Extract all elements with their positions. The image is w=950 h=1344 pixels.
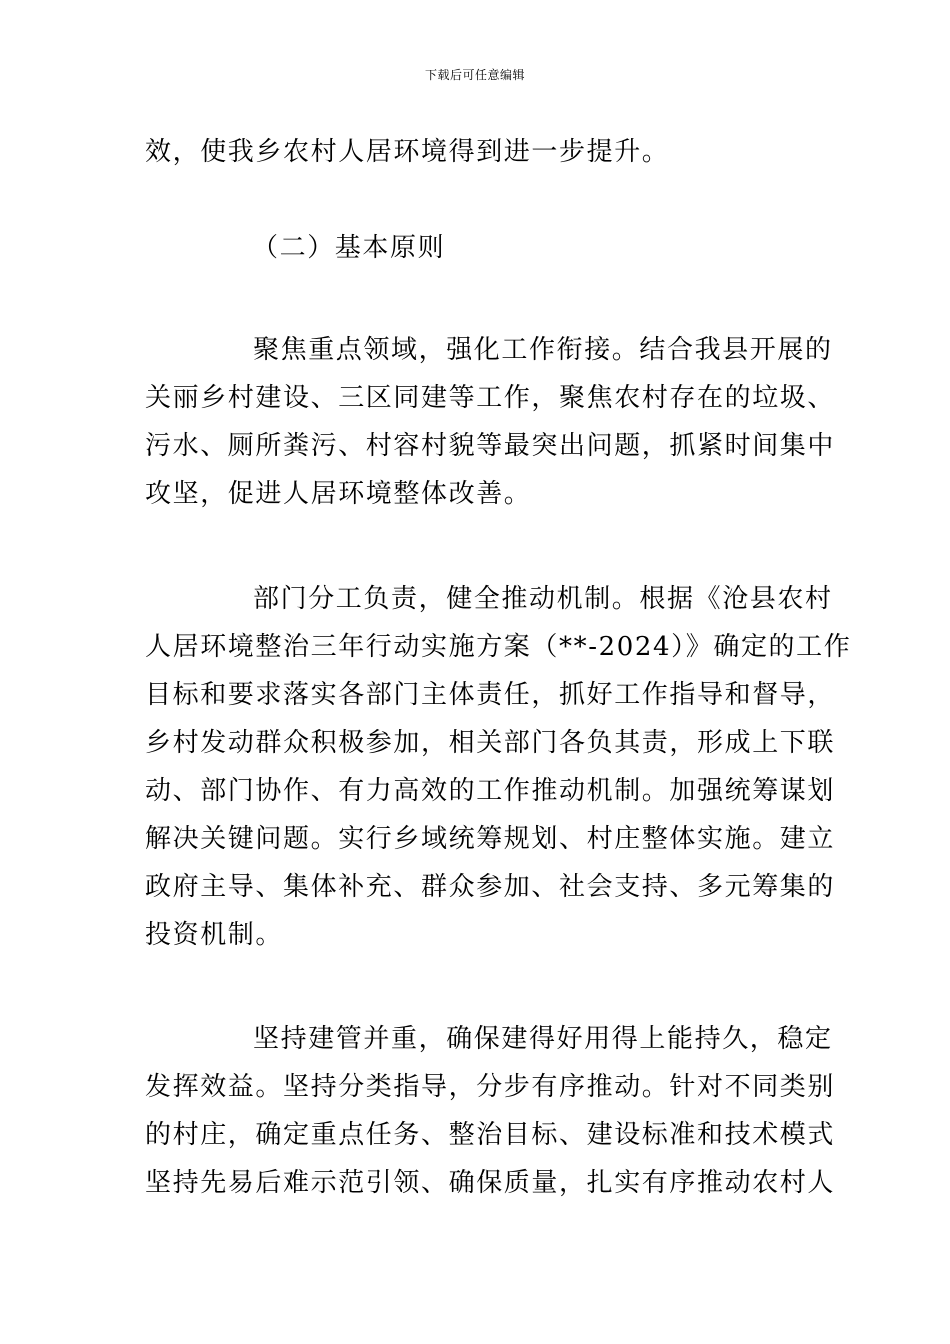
text-line: 聚焦重点领域，强化工作衔接。结合我县开展的: [253, 335, 833, 365]
text-line: 政府主导、集体补充、群众参加、社会支持、多元筹集的: [145, 872, 836, 902]
text-line: 发挥效益。坚持分类指导，分步有序推动。针对不同类别: [145, 1072, 836, 1102]
text-line: 动、部门协作、有力高效的工作推动机制。加强统筹谋划: [145, 776, 836, 806]
text-line: 的村庄，确定重点任务、整治目标、建设标准和技术模式: [145, 1120, 836, 1150]
text-line: 关丽乡村建设、三区同建等工作，聚焦农村存在的垃圾、: [145, 383, 836, 413]
text-line: 人居环境整治三年行动实施方案（**-2024）》确定的工作: [145, 632, 852, 662]
text-line: 部门分工负责，健全推动机制。根据《沧县农村: [253, 584, 833, 614]
text-line: 效，使我乡农村人居环境得到进一步提升。: [145, 137, 670, 167]
text-line: 坚持建管并重，确保建得好用得上能持久，稳定: [253, 1024, 833, 1054]
text-line: 污水、厕所粪污、村容村貌等最突出问题，抓紧时间集中: [145, 431, 836, 461]
section-heading: （二）基本原则: [252, 233, 446, 263]
page-header: 下载后可任意编辑: [424, 68, 525, 82]
text-line: 投资机制。: [145, 920, 284, 950]
text-line: 解决关键问题。实行乡域统筹规划、村庄整体实施。建立: [145, 824, 836, 854]
text-line: 目标和要求落实各部门主体责任，抓好工作指导和督导，: [145, 680, 836, 710]
text-line: 坚持先易后难示范引领、确保质量，扎实有序推动农村人: [145, 1168, 836, 1198]
text-line: 攻坚，促进人居环境整体改善。: [145, 479, 532, 509]
text-line: 乡村发动群众积极参加，相关部门各负其责，形成上下联: [145, 728, 836, 758]
